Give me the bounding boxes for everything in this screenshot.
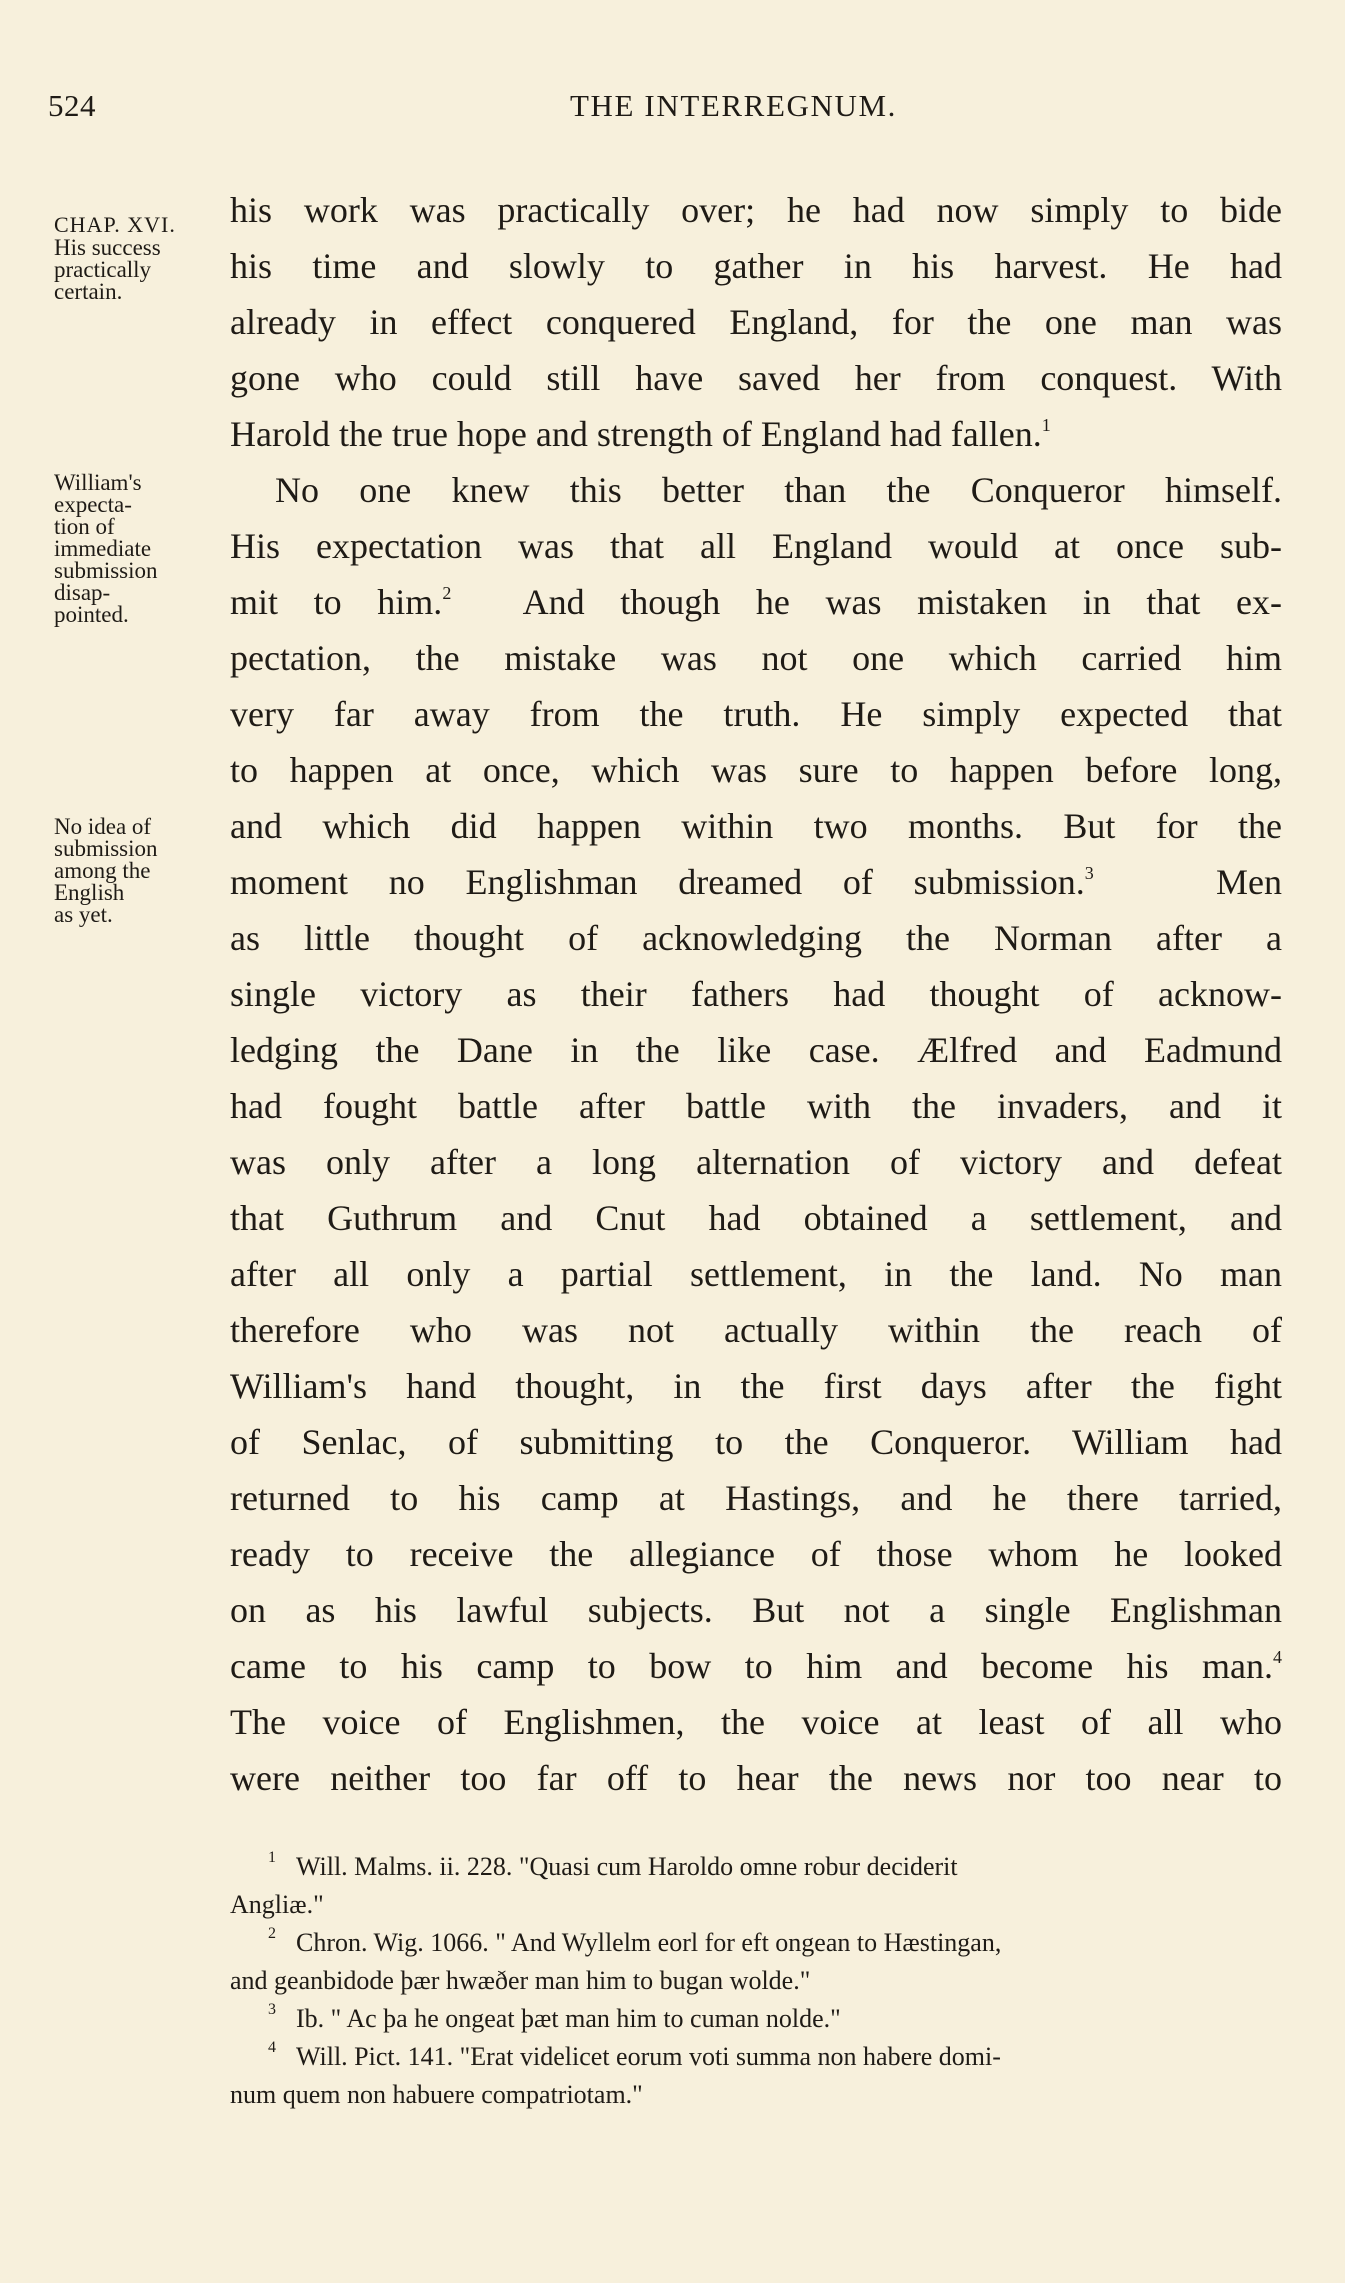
text-span: William's hand thought, in the first days after the fight: [230, 1366, 1282, 1406]
sidenote-line: English: [54, 880, 125, 905]
text-span: His expectation was that all England would at once sub-: [230, 526, 1282, 566]
footnote-2: [230, 1924, 1282, 1962]
footnote-number: 2: [268, 1925, 276, 1942]
text-line: [230, 1358, 1282, 1414]
text-span: therefore who was not actually within the reach of: [230, 1310, 1282, 1350]
text-span: on as his lawful subjects. But not a single Englishman: [230, 1590, 1282, 1630]
sidenote-line: No idea of: [54, 814, 152, 839]
text-span: were neither too far off to hear the news nor too near to: [230, 1758, 1282, 1798]
text-span: of Senlac, of submitting to the Conqueror. William had: [230, 1422, 1282, 1462]
sidenote-line: submission: [54, 836, 158, 861]
footnote-marker: 4: [1273, 1647, 1282, 1667]
text-span: his work was practically over; he had now simply to bide: [230, 190, 1282, 230]
running-title: THE INTERREGNUM.: [570, 88, 897, 123]
text-span: to happen at once, which was sure to happen before long,: [230, 750, 1282, 790]
footnote-text: Will. Malms. ii. 228. "Quasi cum Haroldo omne robur deciderit: [296, 1852, 958, 1881]
sidenote-no-idea-of-submission: [54, 816, 158, 926]
text-line: [230, 1078, 1282, 1134]
text-span: as little thought of acknowledging the Norman after a: [230, 918, 1282, 958]
text-line: [230, 686, 1282, 742]
footnote-text: Will. Pict. 141. "Erat videlicet eorum voti summa non habere domi-: [296, 2042, 1001, 2071]
footnote-marker: 3: [1084, 863, 1094, 883]
text-span: his time and slowly to gather in his harvest. He had: [230, 246, 1282, 286]
text-span: returned to his camp at Hastings, and he there tarried,: [230, 1478, 1282, 1518]
footnote-number: 4: [268, 2039, 276, 2056]
text-line: [230, 630, 1282, 686]
sidenote-line: pointed.: [54, 602, 129, 627]
sidenote-line: as yet.: [54, 902, 113, 927]
footnote-text: Chron. Wig. 1066. " And Wyllelm eorl for eft ongean to Hæstingan,: [296, 1928, 1002, 1957]
text-span: ledging the Dane in the like case. Ælfred and Eadmund: [230, 1030, 1282, 1070]
text-line: [230, 798, 1282, 854]
text-span: that Guthrum and Cnut had obtained a settlement, and: [230, 1198, 1282, 1238]
sidenote-line: tion of: [54, 514, 115, 539]
text-line: [230, 1470, 1282, 1526]
text-span: had fought battle after battle with the invaders, and it: [230, 1086, 1282, 1126]
sidenote-line: among the: [54, 858, 151, 883]
sidenote-line: certain.: [54, 279, 123, 304]
text-line: [230, 406, 1282, 462]
text-span: And though he was mistaken in that ex-: [522, 582, 1283, 622]
text-span: mit to him.: [230, 582, 443, 622]
text-line: [230, 1302, 1282, 1358]
text-line: [230, 1190, 1282, 1246]
footnote-1: [230, 1848, 1282, 1886]
footnote-text: num quem non habuere compatriotam.": [230, 2080, 643, 2109]
text-line: [230, 1694, 1282, 1750]
footnote-marker: 2: [442, 583, 452, 603]
text-line: [230, 854, 1282, 910]
footnote-text: Angliæ.": [230, 1890, 324, 1919]
text-span: No one knew this better than the Conqueror himself.: [275, 470, 1282, 510]
text-span: was only after a long alternation of victory and defeat: [230, 1142, 1282, 1182]
sidenote-line: submission: [54, 558, 158, 583]
sidenote-line: His success: [54, 235, 161, 260]
text-line: [230, 1246, 1282, 1302]
footnotes: [230, 1848, 1282, 2114]
sidenote-line: practically: [54, 257, 152, 282]
sidenote-his-success: [54, 237, 161, 303]
text-span: moment no Englishman dreamed of submission.: [230, 862, 1085, 902]
footnote-number: 1: [268, 1849, 276, 1866]
footnote-text: Ib. " Ac þa he ongeat þæt man him to cuman nolde.": [296, 2004, 841, 2033]
text-span: came to his camp to bow to him and become his man.: [230, 1646, 1273, 1686]
text-line: [230, 462, 1282, 518]
page-header: [0, 88, 1345, 138]
footnote-text: and geanbidode þær hwæðer man him to bugan wolde.": [230, 1966, 811, 1995]
text-line: [230, 518, 1282, 574]
sidenote-williams-expectation: [54, 472, 158, 626]
sidenote-line: William's: [54, 470, 142, 495]
text-line: [230, 742, 1282, 798]
text-span: The voice of Englishmen, the voice at least of all who: [230, 1702, 1282, 1742]
page-number: 524: [48, 88, 96, 123]
text-line: [230, 238, 1282, 294]
text-line: [230, 1638, 1282, 1694]
text-line: [230, 1750, 1282, 1806]
text-line: [230, 1526, 1282, 1582]
text-line: [230, 1582, 1282, 1638]
text-line: [230, 350, 1282, 406]
body-text: [230, 182, 1282, 1806]
footnote-2-continued: [230, 1962, 1282, 2000]
text-line: [230, 1134, 1282, 1190]
sidenote-line: expecta-: [54, 492, 132, 517]
text-line: [230, 1022, 1282, 1078]
text-span: already in effect conquered England, for the one man was: [230, 302, 1282, 342]
text-span: gone who could still have saved her from conquest. With: [230, 358, 1282, 398]
footnote-marker: 1: [1041, 415, 1051, 435]
text-span: very far away from the truth. He simply expected that: [230, 694, 1282, 734]
footnote-4-continued: [230, 2076, 1282, 2114]
chapter-label: [54, 214, 176, 236]
text-line: [230, 294, 1282, 350]
text-span: after all only a partial settlement, in the land. No man: [230, 1254, 1282, 1294]
text-span: Harold the true hope and strength of England had fallen.: [230, 414, 1042, 454]
footnote-number: 3: [268, 2001, 276, 2018]
text-line: [230, 966, 1282, 1022]
text-span: single victory as their fathers had thought of acknow-: [230, 974, 1282, 1014]
footnote-3: [230, 2000, 1282, 2038]
text-span: ready to receive the allegiance of those whom he looked: [230, 1534, 1282, 1574]
sidenote-line: disap-: [54, 580, 111, 605]
text-line: [230, 1414, 1282, 1470]
text-line: [230, 182, 1282, 238]
footnote-1-continued: [230, 1886, 1282, 1924]
text-span: Men: [1216, 862, 1282, 902]
text-span: and which did happen within two months. But for the: [230, 806, 1282, 846]
text-line: [230, 574, 1282, 630]
text-span: pectation, the mistake was not one which carried him: [230, 638, 1282, 678]
sidenote-line: immediate: [54, 536, 152, 561]
sidenote-line: CHAP. XVI.: [54, 212, 176, 237]
text-line: [230, 910, 1282, 966]
footnote-4: [230, 2038, 1282, 2076]
